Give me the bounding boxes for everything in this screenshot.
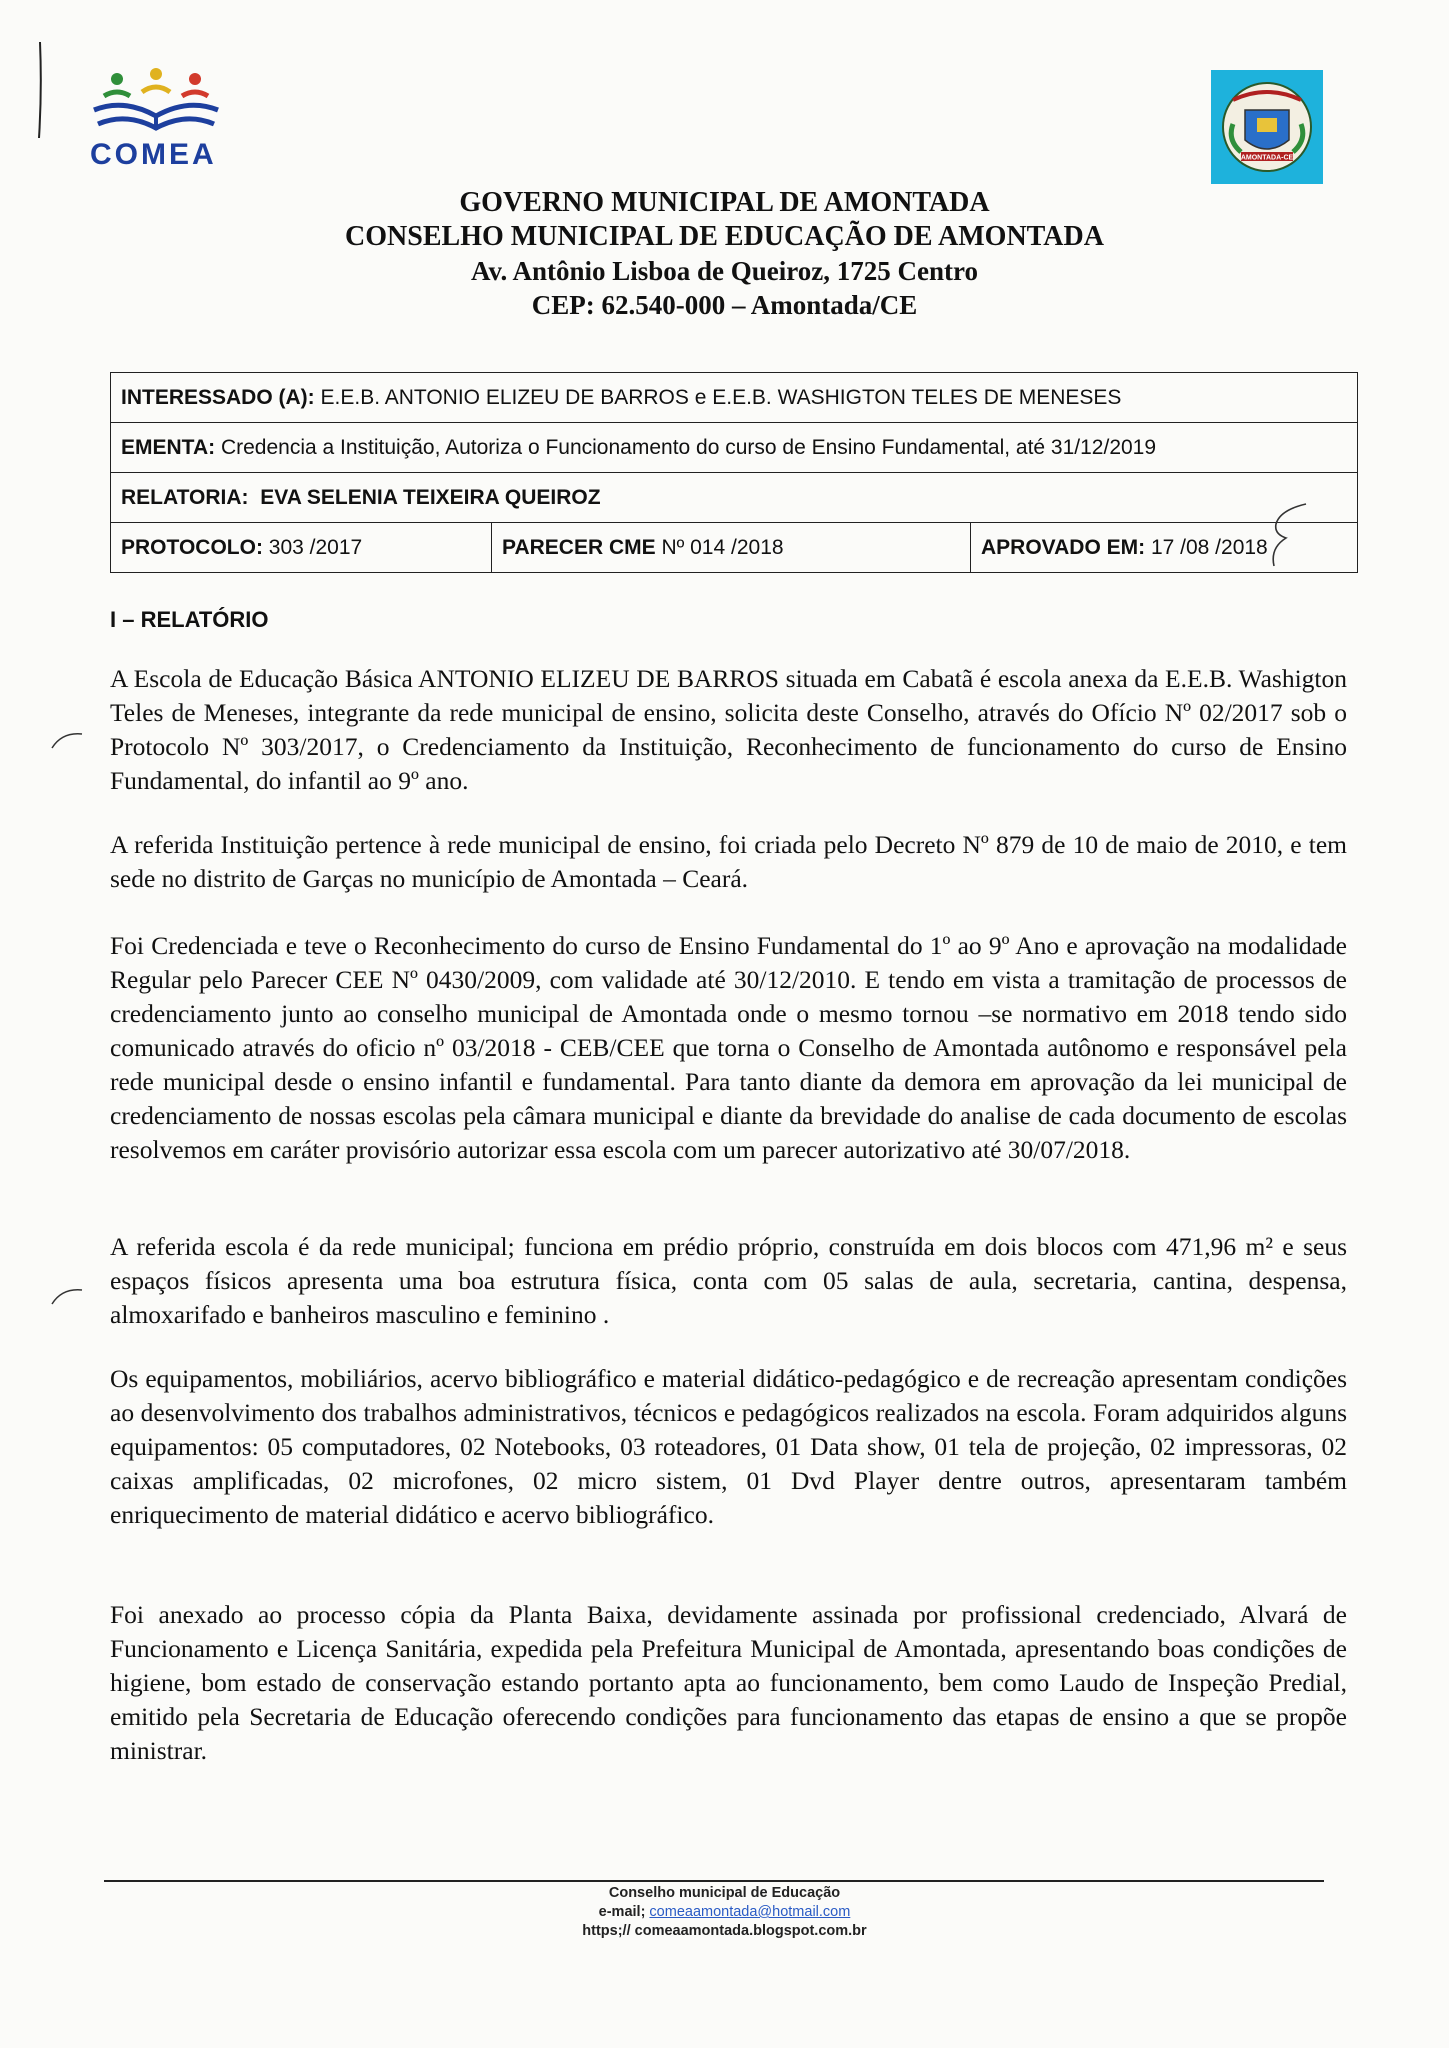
interessado-label: INTERESSADO (A): [121,385,315,409]
relatoria-label: RELATORIA: [121,485,249,509]
footer-website[interactable]: https;// comeaamontada.blogspot.com.br [582,1923,867,1939]
ementa-value: Credencia a Instituição, Autoriza o Funcionamento do curso de Ensino Fundamental, até 31/12/2019 [215,435,1157,459]
footer-divider [104,1880,1324,1882]
parecer-cell [492,523,971,573]
municipal-crest [1211,70,1323,184]
punch-hole-mark [48,1284,88,1308]
section-title: I – RELATÓRIO [110,607,269,632]
punch-hole-mark [48,728,88,752]
crest-label: AMONTADA-CE [1240,154,1294,162]
interessado-value: E.E.B. ANTONIO ELIZEU DE BARROS e E.E.B. WASHIGTON TELES DE MENESES [314,385,1122,409]
coat-of-arms-icon [1211,70,1323,184]
interessado-cell [111,373,1358,423]
process-info-table [110,372,1358,573]
comea-logo [84,66,234,176]
handwritten-initial-mark [1240,498,1320,570]
footer-email-line [0,1903,1449,1922]
table-row [111,373,1358,423]
ementa-cell [111,423,1358,473]
open-book-icon [84,66,234,141]
paragraph-institution: A referida Instituição pertence à rede municipal de ensino, foi criada pelo Decreto Nº 879 de 10 de maio de 2010, e tem sede no distrito de Garças no município de Amontada – Ceará. [110,830,1347,893]
protocolo-value: 303 /2017 [262,535,363,559]
paragraph-accreditation: Foi Credenciada e teve o Reconhecimento do curso de Ensino Fundamental do 1º ao 9º Ano e aprovação na modalidade Regular pelo Parecer CEE Nº 0430/2009, com validade até 30/12/2010. E tendo em vista a tramitação de processos de credenciamento junto ao conselho municipal de Amontada onde o mesmo tornou –se normativo em 2018 tendo sido comunicado através do oficio nº 03/2018 - CEB/CEE que torna o Conselho de Amontada autônomo e responsável pela rede municipal desde o ensino infantil e fundamental. Para tanto diante da demora em aprovação da lei municipal de credenciamento de nossas escolas pela câmara municipal e diante da brevidade do analise de cada documento de escolas resolvemos em caráter provisório autorizar essa escola com um parecer autorizativo até 30/07/2018. [110,931,1347,1164]
paragraph-documents: Foi anexado ao processo cópia da Planta Baixa, devidamente assinada por profissional credenciado, Alvará de Funcionamento e Licença Sanitária, expedida pela Prefeitura Municipal de Amontada, apresentando boas condições de higiene, bom estado de conservação estando portanto apta ao funcionamento, bem como Laudo de Inspeção Predial, emitido pela Secretaria de Educação oferecendo condições para funcionamento das etapas de ensino a que se propõe ministrar. [110,1600,1347,1765]
header-line-council: CONSELHO MUNICIPAL DE EDUCAÇÃO DE AMONTADA [345,221,1104,252]
aprovado-label: APROVADO EM: [981,535,1146,559]
relatoria-value: EVA SELENIA TEIXEIRA QUEIROZ [260,485,601,509]
aprovado-value: 17 /08 /2018 [1145,535,1268,559]
header-line-cep: CEP: 62.540-000 – Amontada/CE [531,290,918,320]
protocolo-label: PROTOCOLO: [121,535,263,559]
paragraph-building: A referida escola é da rede municipal; funciona em prédio próprio, construída em dois blocos com 471,96 m² e seus espaços físicos apresenta uma boa estrutura física, conta com 05 salas de aula, secretaria, cantina, despensa, almoxarifado e banheiros masculino e feminino . [110,1232,1347,1329]
scan-margin-line [30,40,50,140]
table-row [111,523,1358,573]
protocolo-cell [111,523,492,573]
paragraph-equipment: Os equipamentos, mobiliários, acervo bibliográfico e material didático-pedagógico e de recreação apresentam condições ao desenvolvimento dos trabalhos administrativos, técnicos e pedagógicos realizados na escola. Foram adquiridos alguns equipamentos: 05 computadores, 02 Notebooks, 03 roteadores, 01 Data show, 01 tela de projeção, 02 impressoras, 02 caixas amplificadas, 02 microfones, 02 micro sistem, 01 Dvd Player dentre outros, apresentaram também enriquecimento de material didático e acervo bibliográfico. [110,1364,1347,1529]
ementa-label: EMENTA: [121,435,216,459]
parecer-value: Nº 014 /2018 [655,535,784,559]
page-footer [0,1884,1449,1941]
table-row [111,473,1358,523]
footer-email-link[interactable]: comeaamontada@hotmail.com [649,1904,851,1920]
table-row [111,423,1358,473]
paragraph-request: A Escola de Educação Básica ANTONIO ELIZEU DE BARROS situada em Cabatã é escola anexa da E.E.B. Washigton Teles de Meneses, integrante da rede municipal de ensino, solicita deste Conselho, através do Ofício Nº 02/2017 sob o Protocolo Nº 303/2017, o Credenciamento da Instituição, Reconhecimento de funcionamento do curso de Ensino Fundamental, do infantil ao 9º ano. [110,664,1347,795]
header-line-address: Av. Antônio Lisboa de Queiroz, 1725 Centro [470,256,979,286]
footer-council-name: Conselho municipal de Educação [608,1885,841,1901]
document-header [0,186,1449,322]
parecer-label: PARECER CME [502,535,656,559]
relatoria-cell [111,473,1358,523]
header-line-government: GOVERNO MUNICIPAL DE AMONTADA [459,187,990,218]
logo-text: COMEA [90,138,217,171]
footer-email-label: e-mail; [598,1904,650,1920]
